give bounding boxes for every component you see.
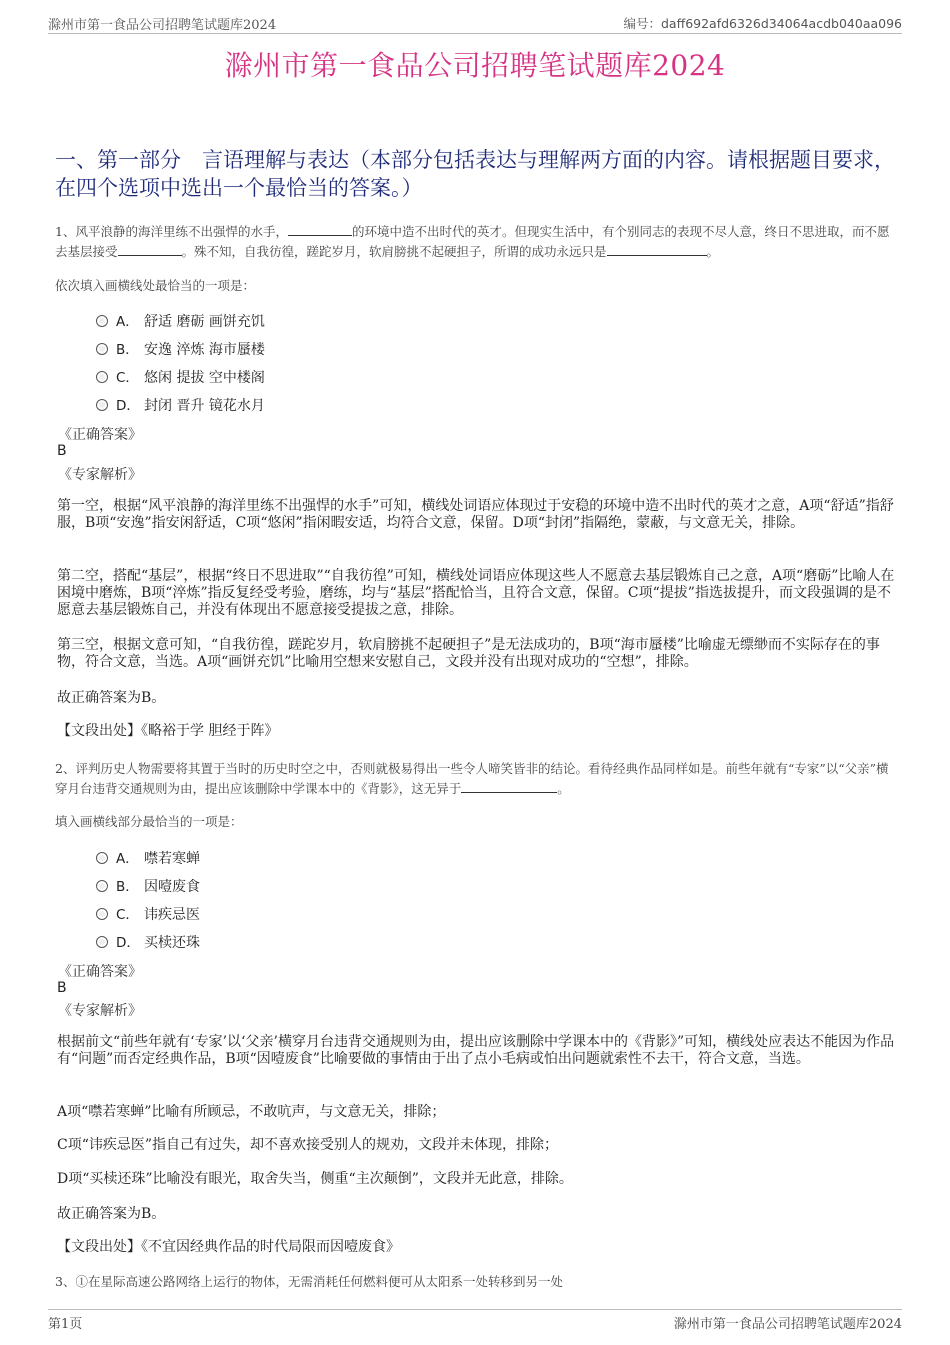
source-citation: 【文段出处】《略裕于学 胆经于阵》 <box>57 723 279 739</box>
question-2-prompt: 填入画横线部分最恰当的一项是： <box>55 814 243 829</box>
answer-label: 《正确答案》 <box>58 964 142 980</box>
analysis-paragraph: 第二空，搭配“基层”，根据“终日不思进取”“自我彷徨”可知，横线处词语应体现这些人不愿意去基层锻炼自己之意，A项“磨砺”比喻人在困境中磨炼，B项“淬炼”指反复经受考验，磨练，均与“基层”搭配恰当，且符合文意，保留。C项“提拔”指选拔提升，而文段强调的是不愿意去基层锻炼自己，并没有体现出不愿意接受提拔之意，排除。 <box>57 568 895 618</box>
option-text: 因噎废食 <box>144 879 200 895</box>
answer-value: B <box>57 980 67 996</box>
analysis-paragraph: C项“讳疾忌医”指自己有过失，却不喜欢接受别人的规劝，文段并未体现，排除； <box>57 1137 559 1153</box>
analysis-paragraph: A项“噤若寒蝉”比喻有所顾忌，不敢吭声，与文意无关，排除； <box>57 1104 446 1120</box>
page-title: 滁州市第一食品公司招聘笔试题库2024 <box>224 49 726 82</box>
question-1-text-b: 的环境中造不出时代的英才。但现实生活中，有个别同志的表现不尽人意，终日不思进取，而不愿去基层接受 <box>55 224 890 259</box>
option-text: 讳疾忌医 <box>144 907 200 923</box>
question-1-text-c: 。殊不知，自我彷徨，蹉跎岁月，软肩膀挑不起硬担子，所谓的成功永远只是 <box>181 244 607 259</box>
option-text: 噤若寒蝉 <box>144 851 200 867</box>
radio-icon[interactable] <box>96 343 108 355</box>
page-header <box>48 14 902 34</box>
radio-icon[interactable] <box>96 371 108 383</box>
blank-line <box>118 242 182 256</box>
answer-value: B <box>57 443 67 459</box>
option-2-a[interactable] <box>96 847 200 867</box>
source-citation: 【文段出处】《不宜因经典作品的时代局限而因噎废食》 <box>57 1239 400 1255</box>
header-doc-title: 滁州市第一食品公司招聘笔试题库2024 <box>48 18 277 33</box>
analysis-paragraph: 根据前文“前些年就有‘专家’以‘父亲’横穿月台违背交通规则为由，提出应该删除中学课本中的《背影》”可知，横线处应表达不能因为作品有“问题”而否定经典作品，B项“因噎废食”比喻要做的事情由于出了点小毛病或怕出问题就索性不去干，符合文意，当选。 <box>57 1034 895 1067</box>
option-letter: B． <box>116 342 139 358</box>
analysis-conclusion: 故正确答案为B。 <box>57 1206 166 1222</box>
section-heading: 一、第一部分 言语理解与表达（本部分包括表达与理解两方面的内容。请根据题目要求，在四个选项中选出一个最恰当的答案。） <box>55 148 895 200</box>
option-1-b[interactable] <box>96 338 265 358</box>
analysis-paragraph: 第一空，根据“风平浪静的海洋里练不出强悍的水手”可知，横线处词语应体现过于安稳的环境中造不出时代的英才之意，A项“舒适”指舒服，B项“安逸”指安闲舒适，C项“悠闲”指闲暇安适，均符合文意，保留。D项“封闭”指隔绝，蒙蔽，与文意无关，排除。 <box>57 498 894 531</box>
option-letter: A． <box>116 314 139 330</box>
question-2-stem <box>55 759 895 799</box>
question-1-text-a: 1、风平浪静的海洋里练不出强悍的水手， <box>55 224 288 239</box>
option-letter: B． <box>116 879 139 895</box>
page-number: 第1页 <box>48 1317 83 1332</box>
question-2-text-b: 。 <box>557 781 570 796</box>
header-divider <box>48 33 902 34</box>
analysis-label: 《专家解析》 <box>58 467 142 483</box>
blank-line <box>607 242 707 256</box>
radio-icon[interactable] <box>96 880 108 892</box>
question-1-prompt: 依次填入画横线处最恰当的一项是： <box>55 278 256 293</box>
option-2-d[interactable] <box>96 931 200 951</box>
analysis-label: 《专家解析》 <box>58 1003 142 1019</box>
blank-line <box>461 779 557 793</box>
option-2-c[interactable] <box>96 903 200 923</box>
option-letter: A． <box>116 851 139 867</box>
question-2-text-a: 2、评判历史人物需要将其置于当时的历史时空之中，否则就极易得出一些令人啼笑皆非的结论。看待经典作品同样如是。前些年就有“专家”以“父亲”横穿月台违背交通规则为由，提出应该删除中学课本中的《背影》，这无异于 <box>55 761 889 796</box>
option-letter: C． <box>116 370 139 386</box>
header-doc-id: 编号：daff692afd6326d34064acdb040aa096 <box>623 16 902 31</box>
option-letter: D． <box>116 398 140 414</box>
radio-icon[interactable] <box>96 399 108 411</box>
analysis-conclusion: 故正确答案为B。 <box>57 690 166 706</box>
option-2-b[interactable] <box>96 875 200 895</box>
option-1-d[interactable] <box>96 394 265 414</box>
radio-icon[interactable] <box>96 315 108 327</box>
option-text: 封闭 晋升 镜花水月 <box>144 398 265 414</box>
option-letter: C． <box>116 907 139 923</box>
question-1-text-d: 。 <box>706 244 720 259</box>
answer-label: 《正确答案》 <box>58 427 142 443</box>
option-text: 买椟还珠 <box>144 935 200 951</box>
option-letter: D． <box>116 935 140 951</box>
radio-icon[interactable] <box>96 852 108 864</box>
radio-icon[interactable] <box>96 936 108 948</box>
question-1-stem <box>55 222 895 262</box>
option-1-a[interactable] <box>96 310 265 330</box>
option-text: 舒适 磨砺 画饼充饥 <box>144 314 265 330</box>
analysis-paragraph: 第三空，根据文意可知，“自我彷徨，蹉跎岁月，软肩膀挑不起硬担子”是无法成功的，B项“海市蜃楼”比喻虚无缥缈而不实际存在的事物，符合文意，当选。A项“画饼充饥”比喻用空想来安慰自己，文段并没有出现对成功的“空想”，排除。 <box>57 637 880 670</box>
footer-doc-title: 滁州市第一食品公司招聘笔试题库2024 <box>673 1317 902 1332</box>
option-text: 安逸 淬炼 海市蜃楼 <box>144 342 265 358</box>
blank-line <box>288 222 352 236</box>
analysis-paragraph: D项“买椟还珠”比喻没有眼光，取舍失当，侧重“主次颠倒”，文段并无此意，排除。 <box>57 1171 573 1187</box>
radio-icon[interactable] <box>96 908 108 920</box>
option-1-c[interactable] <box>96 366 265 386</box>
question-3-stem: 3、①在星际高速公路网络上运行的物体，无需消耗任何燃料便可从太阳系一处转移到另一处 <box>55 1274 563 1289</box>
option-text: 悠闲 提拔 空中楼阁 <box>144 370 265 386</box>
footer-divider <box>48 1309 902 1310</box>
